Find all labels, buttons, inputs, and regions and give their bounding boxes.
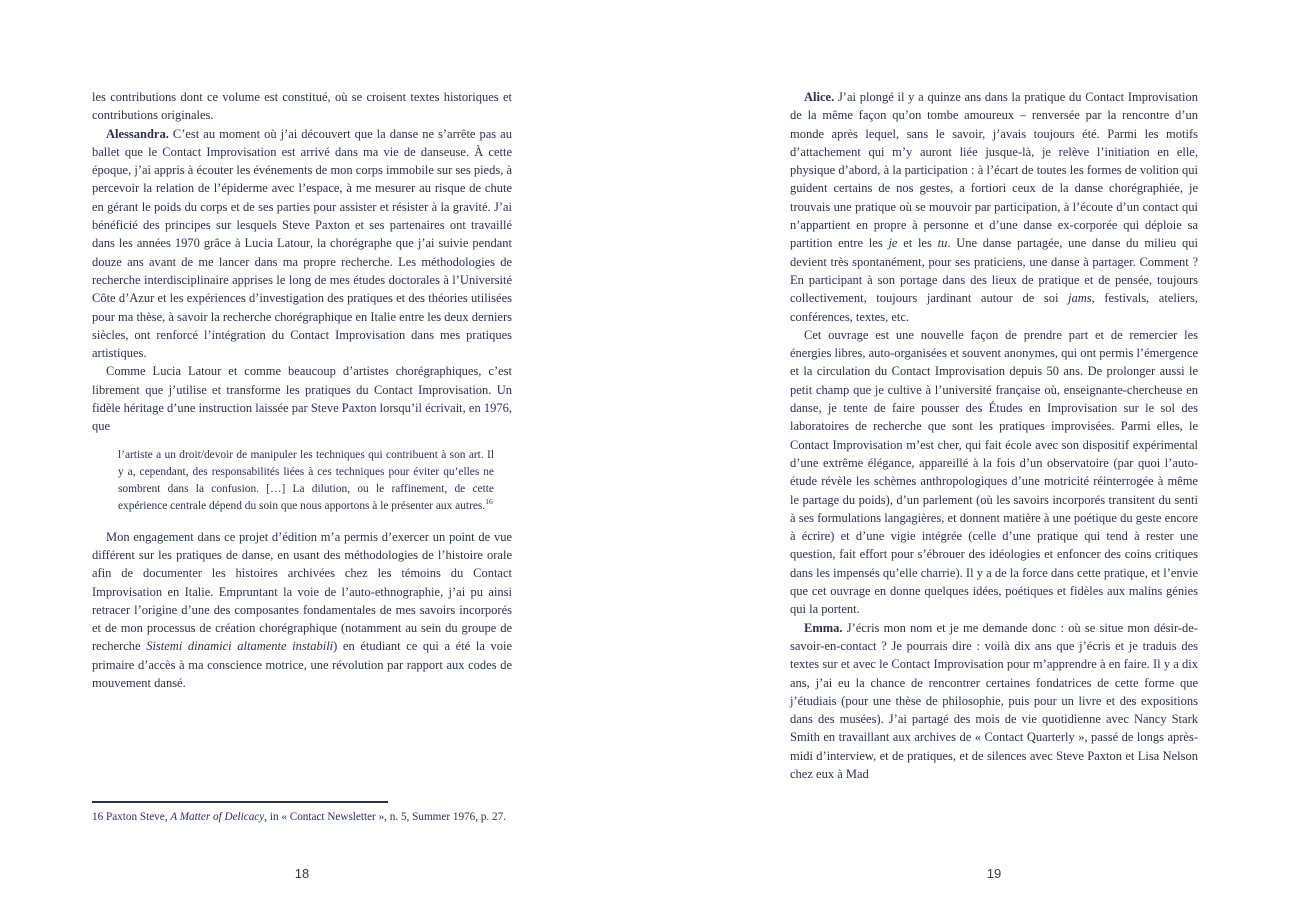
text-run: , in « Contact Newsletter », n. 5, Summer 1976, p. 27.	[264, 811, 506, 823]
text-run: Mon engagement dans ce projet d’édition m’a permis d’exercer un point de vue différent sur les pratiques de danse, en usant des méthodologies de l’histoire orale afin de documenter les histoires archivées chez les témoins du Contact Improvisation en Italie. Empruntant la voie de l’auto-ethnographie, j’ai pu ainsi retracer l’origine d’une des composantes fondamentales de mes savoirs incorporés et de mon processus de création chorégraphique (notamment au sein du groupe de recherche	[92, 529, 512, 654]
text-run: . Une danse partagée, une danse du milieu qui devient très spontanément, pour ses praticiens, une danse à partager. Comment ? En participant à son portage dans des lieux de pratique et de pensée, toujours collectivement, toujours jardinant autour de soi	[790, 236, 1198, 306]
text-run: Alessandra.	[106, 126, 169, 141]
text-run: l’artiste a un droit/devoir de manipuler les techniques qui contribuent à son art. Il y a, cependant, des responsabilités liées à ces techniques pour éviter qu’elles ne sombrent dans la confusion. […] La dilution, ou le raffinement, de cette expérience centrale dépend du soin que nous apportons à le présenter aux autres.	[118, 448, 494, 512]
text-run: et les	[897, 236, 938, 251]
text-run: Sistemi dinamici altamente instabili	[146, 639, 334, 654]
text-run: A Matter of Delicacy	[170, 811, 265, 823]
body-paragraph	[92, 125, 512, 363]
text-run: 16 Paxton Steve,	[92, 811, 171, 823]
body-paragraph	[790, 619, 1198, 784]
footnote-block	[92, 801, 512, 826]
text-run: je	[888, 236, 898, 251]
text-run: Alice.	[804, 90, 835, 104]
block-quote	[118, 447, 494, 515]
text-run: J’écris mon nom et je me demande donc : où se situe mon désir-de-savoir-en-contact ? Je pourrais dire : voilà dix ans que j’écris et je traduis des textes sur et avec le Contact Improvisation pour m’apprendre à en faire. Il y a dix ans, j’ai eu la chance de rencontrer certaines fondatrices de cette forme que j’étudiais (pour une thèse de philosophie, puis pour un livre et des expositions dans des musées). J’ai partagé des mois de vie quotidienne avec Nancy Stark Smith en travaillant aux archives de « Contact Quarterly », passé de longs après-midi d’interview, et de pratiques, et de silences avec Steve Paxton et Lisa Nelson chez eux à Mad	[790, 620, 1198, 781]
text-run: les contributions dont ce volume est constitué, où se croisent textes historiques et contributions originales.	[92, 90, 512, 123]
body-paragraph	[92, 362, 512, 435]
body-paragraph	[790, 88, 1198, 326]
body-paragraph	[92, 88, 512, 125]
right-page-text-column	[790, 88, 1198, 783]
page-number-left: 18	[294, 866, 310, 881]
footnote-rule	[92, 801, 388, 803]
body-paragraph	[92, 528, 512, 693]
text-run: Cet ouvrage est une nouvelle façon de prendre part et de remercier les énergies libres, auto-organisées et souvent anonymes, qui ont permis l’émergence et la circulation du Contact Improvisation depuis 50 ans. De prolonger aussi le petit champ que je cultive à l’université française où, enseignante-chercheuse en danse, je tente de faire pousser des Études en Improvisation sur le sol des laboratoires de recherche que sont les pratiques improvisées. Parmi elles, le Contact Improvisation m’est cher, qui fait école avec son dispositif expérimental d’une extrême élégance, appareillé à la fois d’un observatoire (par quoi l’auto-étude révèle les schèmes anthropologiques d’une motricité réinterrogée à même le partage du poids), d’un parlement (où les savoirs incorporés transitent du senti à ses formulations langagières, et donnent matière à une poétique du geste encore à écrire) et d’une vigie intégrée (celle d’une pratique qui tend à rester une question, fait effort pour s’ébrouer des idéologies et enfoncer des coins critiques dans les impensés qu’elle charrie). Il y a de la force dans cette pratique, et l’envie que cet ouvrage en donne quelques idées, poétiques et fidèles aux malins génies qui la portent.	[790, 327, 1198, 617]
page-number-right: 19	[986, 866, 1002, 881]
footnote-text	[92, 809, 512, 826]
text-run: ) en étudiant ce qui a été la voie primaire d’accès à ma conscience motrice, une révolution par rapport aux codes de mouvement dansé.	[92, 639, 512, 691]
left-page-text-column	[92, 88, 512, 692]
text-run: Comme Lucia Latour et comme beaucoup d’artistes chorégraphiques, c’est librement que j’utilise et transforme les pratiques du Contact Improvisation. Un fidèle héritage d’une instruction laissée par Steve Paxton lorsqu’il écrivait, en 1976, que	[92, 364, 512, 434]
text-run: tu	[937, 236, 948, 251]
text-run: C’est au moment où j’ai découvert que la danse ne s’arrête pas au ballet que le Contact Improvisation est arrivé dans ma vie de danseuse. À cette époque, j’ai appris à écouter les événements de mon corps immobile sur ses pieds, à percevoir la relation de l’épiderme avec l’espace, à me mesurer au risque de chute en gérant le poids du corps et de ses parties pour assister et résister à la gravité. J’ai bénéficié des principes sur lesquels Steve Paxton et ses partenaires ont travaillé dans les années 1970 grâce à Lucia Latour, la chorégraphe que j’ai suivie pendant douze ans avant de me lancer dans ma propre recherche. Les méthodologies de recherche interdisciplinaire apprises le long de mes études doctorales à l’Université Côte d’Azur et les expériences d’investigation des pratiques et des théories utilisées pour ma thèse, à savoir la recherche chorégraphique en Italie entre les deux derniers siècles, ont renforcé l’intégration du Contact Improvisation dans mes pratiques artistiques.	[92, 126, 513, 361]
text-run: Emma.	[804, 620, 843, 635]
text-run: J’ai plongé il y a quinze ans dans la pratique du Contact Improvisation de la même façon qu’on tombe amoureux – renversée par la rencontre d’un monde après lequel, sans le savoir, j’avais toujours été. Parmi les motifs d’attachement qui m’y auront liée jusque-là, je relève l’initiation en elle, physique d’abord, à la participation : à l’écart de toutes les formes de volition qui guident certains de nos gestes, a fortiori ceux de la danse chorégraphiée, je trouvais une pratique où se mouvoir par participation, à l’écoute d’un contact qui n’appartient en propre à personne et d’une danse ex-corporée qui déploie sa partition entre les	[790, 90, 1198, 251]
text-run: , festivals, ateliers, conférences, textes, etc.	[790, 291, 1198, 324]
footnote-reference: 16	[485, 496, 493, 506]
text-run: jams	[1068, 291, 1092, 306]
body-paragraph	[790, 326, 1198, 619]
